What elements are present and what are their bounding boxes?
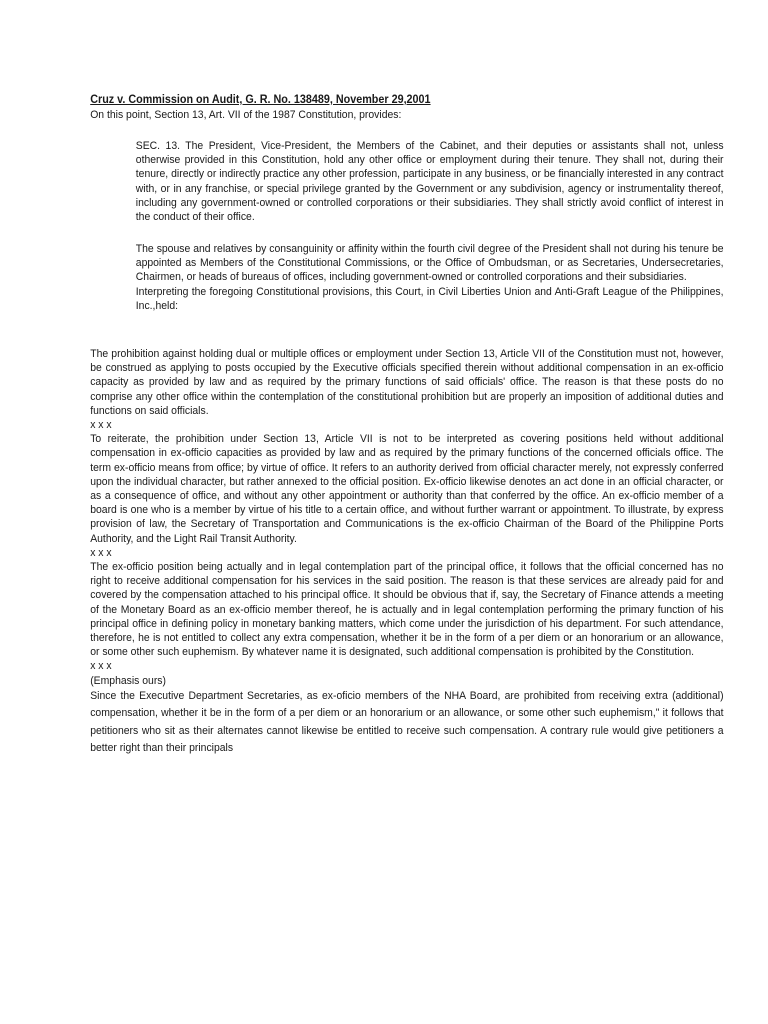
separator-xxx: x x x: [90, 546, 112, 559]
separator-xxx: x x x: [90, 419, 112, 432]
case-title: Cruz v. Commission on Audit, G. R. No. 138489, November 29,2001: [90, 93, 431, 106]
quote-sec13: SEC. 13. The President, Vice-President, the Members of the Cabinet, and their deputies or assistants shall not, unless otherwise provided in this Constitution, hold any other office or employment during their tenure. They shall not, during their tenure, directly or indirectly practice any other profession, participate in any business, or be financially interested in any contract with, or in any franchise, or special privilege granted by the Government or any subdivision, agency or instrumentality thereof, including any government-owned or controlled corporations or their subsidiaries. They shall strictly avoid conflict of interest in the conduct of their office.: [135, 140, 724, 224]
interpreting-text: Interpreting the foregoing Constitutional provisions, this Court, in Civil Liberties Union and Anti-Graft League of the Philippines, Inc.,held:: [135, 285, 724, 312]
quote-spouse: The spouse and relatives by consanguinity or affinity within the fourth civil degree of the President shall not during his tenure be appointed as Members of the Constitutional Commissions, or the Office of Ombudsman, or as Secretaries, Undersecretaries, Chairmen, or heads of bureaus of offices, including government-owned or controlled corporations and their subsidiaries.: [135, 243, 724, 284]
intro-text: On this point, Section 13, Art. VII of the 1987 Constitution, provides:: [90, 109, 402, 121]
emphasis-note: (Emphasis ours): [90, 674, 166, 687]
main-body: [90, 347, 723, 758]
separator-xxx: x x x: [90, 660, 112, 673]
para-reiterate: To reiterate, the prohibition under Section 13, Article VII is not to be interpreted as covering positions held without additional compensation in ex-officio capacities as provided by law and as required by the primary functions of the concerned officials office. The term ex-officio means from office; by virtue of office. It refers to an authority derived from official character merely, not expressly conferred upon the individual character, but rather annexed to the official position. Ex-officio likewise denotes an act done in an official character, or as a consequence of office, and without any other appointment or authority than that conferred by the office. An ex-officio member of a board is one who is a member by virtue of his title to a certain office, and without further warrant or appointment. To illustrate, by express provision of law, the Secretary of Transportation and Communications is the ex-officio Chairman of the Board of the Philippine Ports Authority, and the Light Rail Transit Authority.: [90, 433, 724, 545]
quote-block-2: [136, 242, 724, 313]
para-since: Since the Executive Department Secretaries, as ex-oficio members of the NHA Board, are prohibited from receiving extra (additional) compensation, whether it be in the form of a per diem or an honorarium or an allowance, or some other such euphemism," it follows that petitioners who sit as their alternates cannot likewise be entitled to receive such compensation. A contrary rule would give petitioners a better right than their principals: [90, 689, 724, 755]
para-prohibition: The prohibition against holding dual or multiple offices or employment under Section 13, Article VII of the Constitution must not, however, be construed as applying to posts occupied by the Executive officials specified therein without additional compensation in an ex-officio capacity as provided by law and as required by the primary functions of said officials' office. The reason is that these posts do no comprise any other office within the contemplation of the constitutional prohibition but are properly an imposition of additional duties and functions on said officials.: [90, 348, 724, 417]
para-exofficio: The ex-officio position being actually and in legal contemplation part of the principal office, it follows that the official concerned has no right to receive additional compensation for his services in the said position. The reason is that these services are already paid for and covered by the compensation attached to his principal office. It should be obvious that if, say, the Secretary of Finance attends a meeting of the Monetary Board as an ex-officio member thereof, he is actually and in legal contemplation performing the primary function of his principal office in defining policy in monetary banking matters, which come under the jurisdiction of his department. For such attendance, therefore, he is not entitled to collect any extra compensation, whether it be in the form of a per diem or an honorarium or an allowance, or some other such euphemism. By whatever name it is designated, such additional compensation is prohibited by the Constitution.: [90, 561, 724, 659]
